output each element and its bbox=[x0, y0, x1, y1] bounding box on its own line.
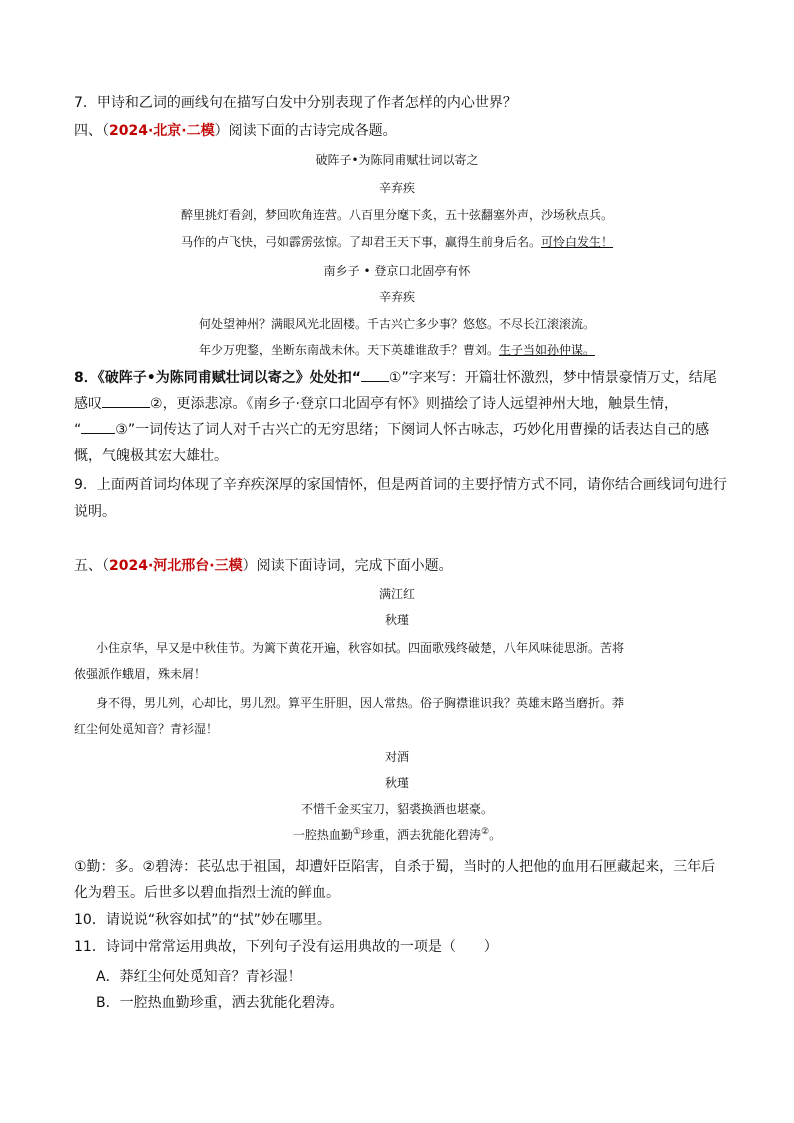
poem-1-author: 辛弃疾 bbox=[378, 181, 415, 195]
answer-blank-1[interactable] bbox=[361, 381, 389, 382]
poem-2-underlined-line: 生子当如孙仲谋。 bbox=[499, 343, 596, 357]
answer-blank-3[interactable] bbox=[81, 433, 115, 434]
blank-marker-3: ③ bbox=[115, 422, 128, 438]
poem-4-line-1: 不惜千金买宝刀，貂裘换酒也堪豪。 bbox=[300, 802, 493, 816]
poem-4-author: 秋瑾 bbox=[384, 776, 409, 790]
poem-3-title: 满江红 bbox=[378, 587, 415, 601]
question-7 bbox=[74, 93, 517, 113]
option-b[interactable] bbox=[96, 992, 344, 1012]
poem-4-line-2-text-a: 一腔热血勤 bbox=[292, 828, 353, 842]
poem-1-line-2-text: 马作的卢飞快，弓如霹雳弦惊。了却君王天下事，赢得生前身后名。 bbox=[180, 235, 541, 249]
poem-3-author: 秋瑾 bbox=[384, 613, 409, 627]
section-4-instruction: ）阅读下面的古诗完成各题。 bbox=[214, 123, 397, 139]
poem-1-line-1: 醉里挑灯看剑，梦回吹角连营。八百里分麾下炙，五十弦翻塞外声，沙场秋点兵。 bbox=[180, 208, 613, 222]
poem-4-title: 对酒 bbox=[384, 750, 409, 764]
poem-2-line-1: 何处望神州？满眼风光北固楼。千古兴亡多少事？悠悠。不尽长江滚滚流。 bbox=[198, 317, 595, 331]
poem-3-para-2-line-1: 身不得，男儿列，心却比，男儿烈。算平生肝胆，因人常热。俗子胸襟谁识我？英雄末路当磨折。莽 bbox=[96, 696, 625, 710]
poem-2-line-2 bbox=[0, 341, 794, 358]
question-8-line-2 bbox=[74, 394, 678, 414]
blank-marker-1: ① bbox=[388, 370, 402, 386]
question-8-text-e: “ bbox=[74, 422, 82, 438]
section-5-prefix: 五、（ bbox=[74, 558, 109, 574]
question-8-text-c: 感叹 bbox=[74, 396, 102, 412]
poem-4-line-2-text-c: 。 bbox=[489, 828, 502, 842]
footnote-ref-2: ② bbox=[481, 827, 490, 837]
question-8-text-f: ”一词传达了词人对千古兴亡的无穷思绪；下阕词人怀古咏志，巧妙化用曹操的话表达自己的感 bbox=[127, 422, 710, 438]
poem-1-line-2 bbox=[0, 233, 794, 250]
poem-1-title: 破阵子•为陈同甫赋壮词以寄之 bbox=[315, 153, 479, 167]
question-8-line-1 bbox=[74, 368, 717, 388]
question-8-line-3 bbox=[74, 420, 709, 440]
poem-4-line-2-text-b: 珍重，洒去犹能化碧涛 bbox=[360, 828, 481, 842]
poem-3-para-1-line-2: 侬强派作蛾眉，殊未屑！ bbox=[74, 667, 207, 681]
answer-blank-2[interactable] bbox=[102, 407, 150, 408]
question-10: 10．请说说“秋容如拭”的“拭”妙在哪里。 bbox=[74, 912, 331, 928]
question-8-line-4: 慨，气魄极其宏大雄壮。 bbox=[74, 448, 228, 464]
question-8-text-d: ，更添悲凉。《南乡子·登京口北固亭有怀》则描绘了诗人远望神州大地，触景生情， bbox=[162, 396, 679, 412]
poem-2-author: 辛弃疾 bbox=[378, 290, 415, 304]
question-8-text-b: ”字来写：开篇壮怀激烈，梦中情景豪情万丈，结尾 bbox=[401, 370, 717, 386]
poem-3-para-2-line-2: 红尘何处觅知音？青衫湿！ bbox=[74, 722, 219, 736]
section-5-source-tag: 2024·河北邢台·三模 bbox=[109, 558, 243, 574]
option-b-letter: B． bbox=[96, 995, 120, 1011]
question-9-line-1: 9．上面两首词均体现了辛弃疾深厚的家国情怀，但是两首词的主要抒情方式不同，请你结合画线词句进行 bbox=[74, 477, 727, 493]
question-8-text-a: 8．《破阵子•为陈同甫赋壮词以寄之》处处扣“ bbox=[74, 370, 361, 386]
option-a-letter: A． bbox=[96, 969, 120, 985]
section-5-instruction: ）阅读下面诗词，完成下面小题。 bbox=[242, 558, 453, 574]
blank-marker-2: ② bbox=[150, 396, 163, 412]
section-4-source-tag: 2024·北京·二模 bbox=[109, 123, 215, 139]
option-a-text: 莽红尘何处觅知音？青衫湿！ bbox=[119, 969, 302, 985]
footnotes-line-2: 化为碧玉。后世多以碧血指烈士流的鲜血。 bbox=[74, 885, 340, 901]
option-b-text: 一腔热血勤珍重，洒去犹能化碧涛。 bbox=[119, 995, 344, 1011]
poem-4-line-2 bbox=[0, 826, 794, 843]
question-7-text: 7．甲诗和乙词的画线句在描写白发中分别表现了作者怎样的内心世界？ bbox=[74, 95, 517, 111]
poem-2-line-2-text: 年少万兜鍪，坐断东南战未休。天下英雄谁敌手？曹刘。 bbox=[198, 343, 499, 357]
question-9-line-2: 说明。 bbox=[74, 504, 116, 520]
section-4-prefix: 四、（ bbox=[74, 123, 109, 139]
poem-2-title: 南乡子 • 登京口北固亭有怀 bbox=[323, 264, 471, 278]
footnote-ref-1: ① bbox=[352, 827, 361, 837]
option-a[interactable] bbox=[96, 966, 302, 986]
section-4-header bbox=[74, 121, 397, 141]
question-11-stem: 11．诗词中常常运用典故，下列句子没有运用典故的一项是（ ） bbox=[74, 939, 498, 955]
poem-1-underlined-line: 可怜白发生！ bbox=[541, 235, 614, 249]
section-5-header bbox=[74, 556, 453, 576]
poem-3-para-1-line-1: 小住京华，早又是中秋佳节。为篱下黄花开遍，秋容如拭。四面歌残终破楚，八年风味徒思浙。苦将 bbox=[96, 641, 625, 655]
footnotes-line-1: ①勤：多。②碧涛：苌弘忠于祖国，却遭奸臣陷害，自杀于蜀，当时的人把他的血用石匣藏起来，三年后 bbox=[74, 859, 716, 875]
